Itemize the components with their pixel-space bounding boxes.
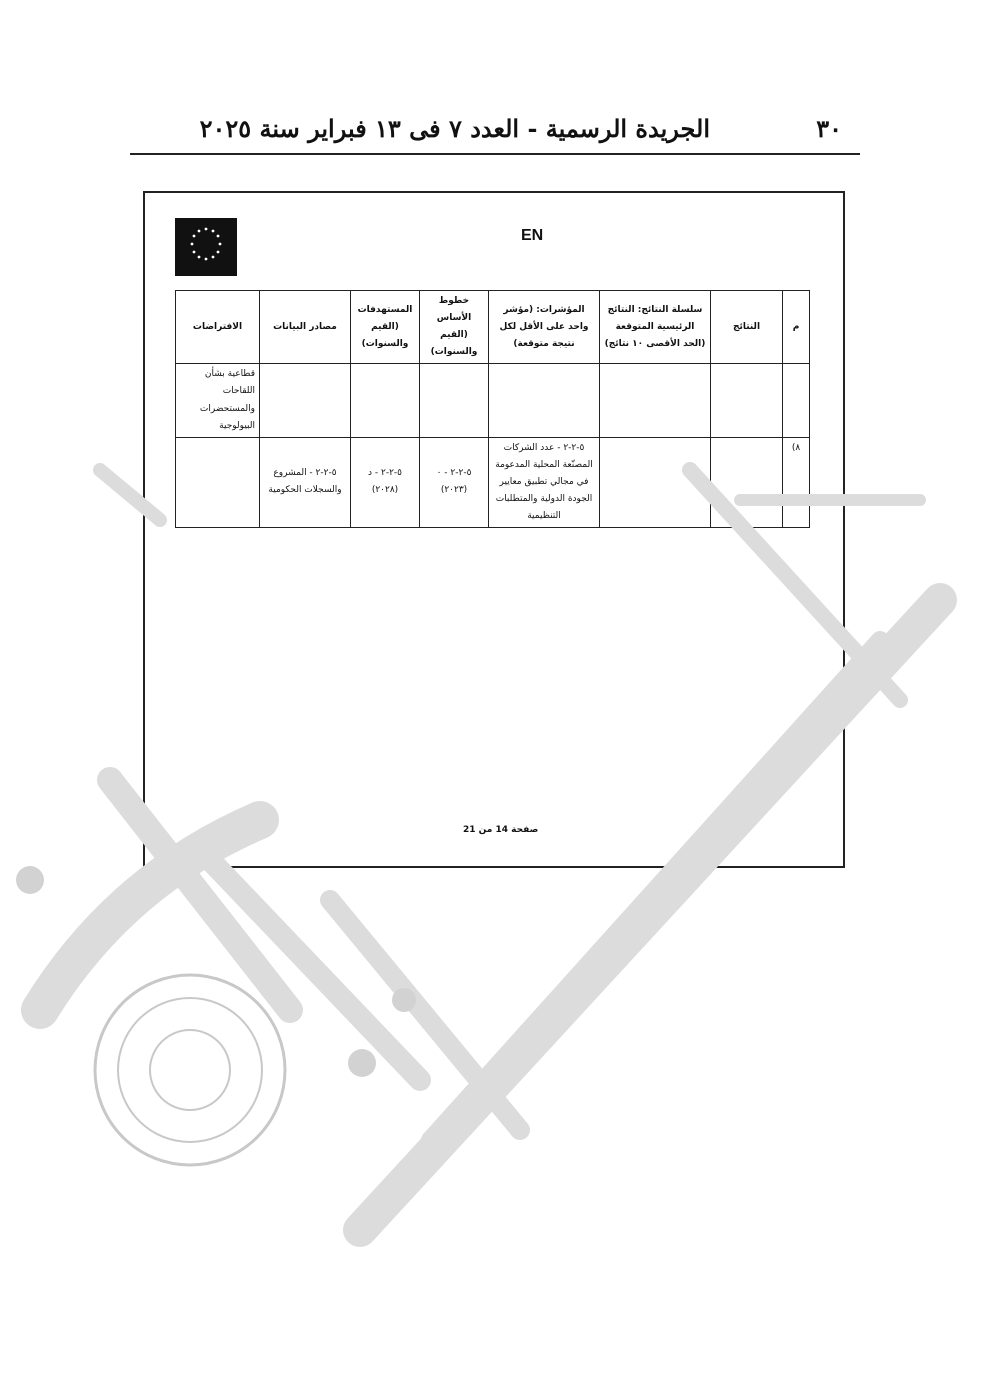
table-cell bbox=[420, 364, 489, 437]
page-number: ٣٠ bbox=[816, 114, 842, 143]
header-divider bbox=[130, 153, 860, 155]
baseline-cell: ٥-٢-٢ - ٠ (٢٠٢٣) bbox=[420, 437, 489, 527]
table-row bbox=[176, 437, 810, 527]
table-row bbox=[176, 364, 810, 437]
table-header-row bbox=[176, 291, 810, 364]
assumption-cell: قطاعية بشأن اللقاحات والمستحضرات البيولوجية bbox=[176, 364, 260, 437]
col-header-baselines: خطوط الأساس (القيم والسنوات) bbox=[420, 291, 489, 364]
en-label: EN bbox=[521, 227, 544, 244]
eu-flag-icon bbox=[175, 218, 237, 276]
table-cell bbox=[600, 364, 711, 437]
row-number: ٨) bbox=[783, 437, 810, 527]
table-cell bbox=[176, 437, 260, 527]
table-cell bbox=[711, 437, 783, 527]
document-frame bbox=[143, 191, 845, 868]
table-cell bbox=[489, 364, 600, 437]
col-header-assumptions: الافتراضات bbox=[176, 291, 260, 364]
page-footer: صفحة 14 من 21 bbox=[463, 825, 539, 835]
col-header-results-chain: سلسلة النتائج: النتائج الرئيسية المتوقعة (الحد الأقصى ١٠ نتائج) bbox=[600, 291, 711, 364]
col-header-results: النتائج bbox=[711, 291, 783, 364]
target-cell: ٥-٢-٢ - د (٢٠٢٨) bbox=[351, 437, 420, 527]
col-header-number: م bbox=[783, 291, 810, 364]
indicator-cell: ٥-٢-٢ - عدد الشركات المصنّعة المحلية المدعومة في مجالي تطبيق معايير الجودة الدولية والمتطلبات التنظيمية bbox=[489, 437, 600, 527]
col-header-targets: المستهدفات (القيم والسنوات) bbox=[351, 291, 420, 364]
table-cell bbox=[351, 364, 420, 437]
col-header-data-sources: مصادر البيانات bbox=[260, 291, 351, 364]
results-table bbox=[175, 290, 810, 528]
col-header-indicators: المؤشرات: (مؤشر واحد على الأقل لكل نتيجة متوقعة) bbox=[489, 291, 600, 364]
table-cell bbox=[260, 364, 351, 437]
data-source-cell: ٥-٢-٢ - المشروع والسجلات الحكومية bbox=[260, 437, 351, 527]
gazette-title: الجريدة الرسمية - العدد ٧ فى ١٣ فبراير سنة ٢٠٢٥ bbox=[199, 114, 710, 143]
table-cell bbox=[600, 437, 711, 527]
table-cell bbox=[783, 364, 810, 437]
table-cell bbox=[711, 364, 783, 437]
page-header bbox=[130, 108, 860, 148]
